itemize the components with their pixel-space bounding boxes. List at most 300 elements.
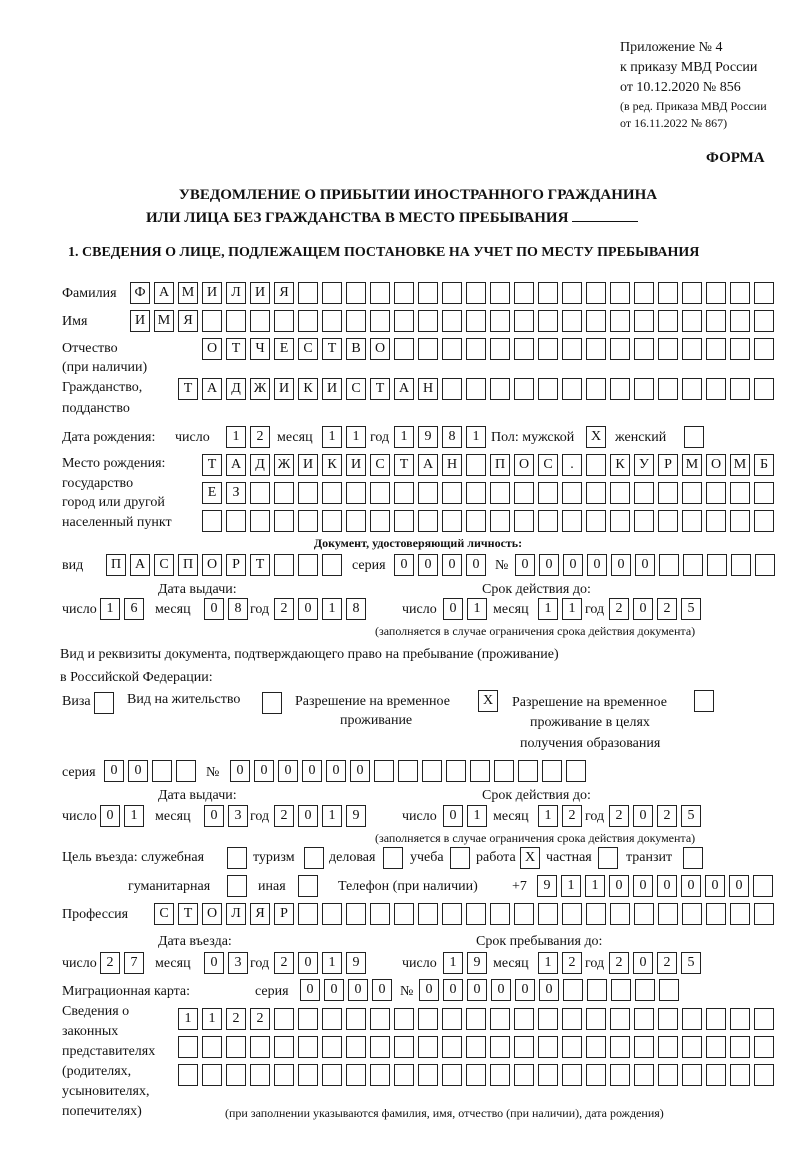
char-cell[interactable]: 2 xyxy=(274,952,294,974)
char-cell[interactable] xyxy=(562,1064,582,1086)
char-cell[interactable]: 2 xyxy=(657,598,677,620)
char-cell[interactable]: . xyxy=(562,454,582,476)
char-cell[interactable]: А xyxy=(202,378,222,400)
char-cell[interactable] xyxy=(490,482,510,504)
char-cell[interactable] xyxy=(202,510,222,532)
char-cell[interactable] xyxy=(274,482,294,504)
char-cell[interactable] xyxy=(754,510,774,532)
char-cell[interactable]: 0 xyxy=(539,554,559,576)
char-cell[interactable] xyxy=(754,1064,774,1086)
char-cell[interactable]: 1 xyxy=(322,598,342,620)
char-cell[interactable] xyxy=(466,282,486,304)
char-cell[interactable] xyxy=(634,378,654,400)
char-cell[interactable]: 2 xyxy=(657,952,677,974)
char-cell[interactable]: 0 xyxy=(419,979,439,1001)
char-cell[interactable] xyxy=(446,760,466,782)
char-cell[interactable] xyxy=(587,979,607,1001)
char-cell[interactable]: 0 xyxy=(204,805,224,827)
char-cell[interactable] xyxy=(466,454,486,476)
char-cell[interactable]: 2 xyxy=(609,952,629,974)
char-cell[interactable]: 1 xyxy=(322,805,342,827)
char-cell[interactable] xyxy=(514,310,534,332)
char-cell[interactable]: 0 xyxy=(729,875,749,897)
char-cell[interactable]: С xyxy=(538,454,558,476)
char-cell[interactable] xyxy=(298,875,318,897)
char-cell[interactable] xyxy=(658,338,678,360)
char-cell[interactable]: Т xyxy=(370,378,390,400)
char-cell[interactable] xyxy=(202,310,222,332)
char-cell[interactable] xyxy=(754,482,774,504)
char-cell[interactable] xyxy=(514,282,534,304)
char-cell[interactable] xyxy=(322,482,342,504)
char-cell[interactable]: 0 xyxy=(100,805,120,827)
stay-valid-day-field[interactable] xyxy=(443,805,487,827)
char-cell[interactable]: 8 xyxy=(228,598,248,620)
char-cell[interactable]: 0 xyxy=(539,979,559,1001)
char-cell[interactable] xyxy=(346,282,366,304)
char-cell[interactable] xyxy=(304,847,324,869)
char-cell[interactable]: А xyxy=(394,378,414,400)
char-cell[interactable]: 0 xyxy=(442,554,462,576)
char-cell[interactable]: И xyxy=(346,454,366,476)
char-cell[interactable] xyxy=(538,1036,558,1058)
char-cell[interactable] xyxy=(442,1064,462,1086)
char-cell[interactable]: З xyxy=(226,482,246,504)
char-cell[interactable] xyxy=(490,1036,510,1058)
char-cell[interactable] xyxy=(586,482,606,504)
char-cell[interactable] xyxy=(658,1036,678,1058)
char-cell[interactable] xyxy=(586,1064,606,1086)
char-cell[interactable]: 0 xyxy=(633,952,653,974)
char-cell[interactable] xyxy=(422,760,442,782)
surname-field[interactable] xyxy=(130,282,774,304)
id-issue-year-field[interactable] xyxy=(274,598,366,620)
char-cell[interactable] xyxy=(730,903,750,925)
char-cell[interactable] xyxy=(754,1008,774,1030)
char-cell[interactable]: Д xyxy=(250,454,270,476)
char-cell[interactable]: 2 xyxy=(274,805,294,827)
char-cell[interactable]: 1 xyxy=(561,875,581,897)
char-cell[interactable] xyxy=(598,847,618,869)
char-cell[interactable] xyxy=(418,510,438,532)
char-cell[interactable] xyxy=(538,510,558,532)
char-cell[interactable]: 0 xyxy=(611,554,631,576)
char-cell[interactable] xyxy=(658,482,678,504)
char-cell[interactable] xyxy=(610,903,630,925)
char-cell[interactable]: 0 xyxy=(563,554,583,576)
char-cell[interactable]: X xyxy=(520,847,540,869)
char-cell[interactable]: П xyxy=(178,554,198,576)
char-cell[interactable] xyxy=(634,338,654,360)
dob-month-field[interactable] xyxy=(322,426,366,448)
char-cell[interactable] xyxy=(538,1008,558,1030)
char-cell[interactable] xyxy=(754,378,774,400)
char-cell[interactable]: 0 xyxy=(254,760,274,782)
char-cell[interactable]: Я xyxy=(250,903,270,925)
char-cell[interactable] xyxy=(370,1064,390,1086)
char-cell[interactable] xyxy=(538,338,558,360)
char-cell[interactable]: И xyxy=(298,454,318,476)
char-cell[interactable] xyxy=(634,310,654,332)
char-cell[interactable] xyxy=(466,482,486,504)
char-cell[interactable] xyxy=(466,510,486,532)
char-cell[interactable] xyxy=(635,979,655,1001)
migration-number-field[interactable] xyxy=(419,979,679,1001)
char-cell[interactable] xyxy=(442,282,462,304)
char-cell[interactable]: С xyxy=(370,454,390,476)
char-cell[interactable]: 0 xyxy=(350,760,370,782)
char-cell[interactable]: Д xyxy=(226,378,246,400)
char-cell[interactable]: 2 xyxy=(562,952,582,974)
char-cell[interactable] xyxy=(566,760,586,782)
char-cell[interactable] xyxy=(394,482,414,504)
char-cell[interactable] xyxy=(394,338,414,360)
char-cell[interactable] xyxy=(94,692,114,714)
char-cell[interactable] xyxy=(658,378,678,400)
char-cell[interactable]: 0 xyxy=(466,554,486,576)
char-cell[interactable]: 1 xyxy=(538,952,558,974)
residence-checkbox[interactable] xyxy=(262,692,282,714)
char-cell[interactable]: 1 xyxy=(394,426,414,448)
char-cell[interactable]: С xyxy=(154,903,174,925)
char-cell[interactable]: 0 xyxy=(418,554,438,576)
char-cell[interactable]: Т xyxy=(202,454,222,476)
purpose-humanitarian-checkbox[interactable] xyxy=(227,875,247,897)
char-cell[interactable] xyxy=(442,310,462,332)
char-cell[interactable] xyxy=(442,1008,462,1030)
reps-field-row-3[interactable] xyxy=(178,1064,774,1086)
char-cell[interactable]: Л xyxy=(226,903,246,925)
char-cell[interactable] xyxy=(610,1036,630,1058)
char-cell[interactable] xyxy=(562,1008,582,1030)
char-cell[interactable] xyxy=(730,1036,750,1058)
char-cell[interactable] xyxy=(346,310,366,332)
char-cell[interactable] xyxy=(298,1008,318,1030)
char-cell[interactable]: 7 xyxy=(124,952,144,974)
char-cell[interactable] xyxy=(370,903,390,925)
char-cell[interactable]: 1 xyxy=(322,426,342,448)
char-cell[interactable]: В xyxy=(346,338,366,360)
char-cell[interactable]: 3 xyxy=(228,952,248,974)
char-cell[interactable] xyxy=(706,510,726,532)
char-cell[interactable]: Ж xyxy=(250,378,270,400)
char-cell[interactable] xyxy=(514,378,534,400)
char-cell[interactable]: 9 xyxy=(346,952,366,974)
char-cell[interactable] xyxy=(322,510,342,532)
char-cell[interactable] xyxy=(562,903,582,925)
char-cell[interactable]: И xyxy=(130,310,150,332)
char-cell[interactable] xyxy=(754,1036,774,1058)
char-cell[interactable] xyxy=(250,1064,270,1086)
char-cell[interactable] xyxy=(346,510,366,532)
char-cell[interactable]: 0 xyxy=(633,805,653,827)
char-cell[interactable] xyxy=(250,310,270,332)
stay-number-field[interactable] xyxy=(230,760,586,782)
purpose-business-checkbox[interactable] xyxy=(383,847,403,869)
char-cell[interactable] xyxy=(659,554,679,576)
char-cell[interactable] xyxy=(346,903,366,925)
char-cell[interactable]: Н xyxy=(442,454,462,476)
trp-checkbox[interactable] xyxy=(478,690,498,712)
id-kind-field[interactable] xyxy=(106,554,342,576)
char-cell[interactable] xyxy=(274,1008,294,1030)
dob-year-field[interactable] xyxy=(394,426,486,448)
char-cell[interactable] xyxy=(706,282,726,304)
purpose-official-checkbox[interactable] xyxy=(227,847,247,869)
patronymic-field[interactable] xyxy=(202,338,774,360)
char-cell[interactable] xyxy=(694,690,714,712)
char-cell[interactable] xyxy=(178,1064,198,1086)
char-cell[interactable]: Т xyxy=(394,454,414,476)
visa-checkbox[interactable] xyxy=(94,692,114,714)
char-cell[interactable] xyxy=(586,510,606,532)
char-cell[interactable] xyxy=(683,554,703,576)
char-cell[interactable]: 0 xyxy=(298,805,318,827)
char-cell[interactable] xyxy=(586,1008,606,1030)
char-cell[interactable] xyxy=(346,1008,366,1030)
char-cell[interactable] xyxy=(152,760,172,782)
char-cell[interactable]: О xyxy=(202,338,222,360)
char-cell[interactable] xyxy=(514,510,534,532)
char-cell[interactable]: О xyxy=(514,454,534,476)
char-cell[interactable] xyxy=(394,903,414,925)
char-cell[interactable] xyxy=(706,310,726,332)
char-cell[interactable] xyxy=(730,482,750,504)
char-cell[interactable] xyxy=(450,847,470,869)
char-cell[interactable]: 2 xyxy=(274,598,294,620)
char-cell[interactable] xyxy=(490,282,510,304)
char-cell[interactable]: 0 xyxy=(443,598,463,620)
char-cell[interactable]: П xyxy=(106,554,126,576)
char-cell[interactable] xyxy=(370,1036,390,1058)
char-cell[interactable] xyxy=(262,692,282,714)
char-cell[interactable] xyxy=(562,482,582,504)
char-cell[interactable] xyxy=(610,282,630,304)
char-cell[interactable]: 1 xyxy=(178,1008,198,1030)
char-cell[interactable]: Т xyxy=(178,378,198,400)
char-cell[interactable] xyxy=(634,282,654,304)
char-cell[interactable]: А xyxy=(154,282,174,304)
char-cell[interactable] xyxy=(658,510,678,532)
char-cell[interactable] xyxy=(610,338,630,360)
char-cell[interactable]: 1 xyxy=(226,426,246,448)
purpose-transit-checkbox[interactable] xyxy=(683,847,703,869)
char-cell[interactable]: 2 xyxy=(609,805,629,827)
char-cell[interactable]: 2 xyxy=(609,598,629,620)
char-cell[interactable] xyxy=(706,1036,726,1058)
char-cell[interactable] xyxy=(418,338,438,360)
char-cell[interactable] xyxy=(466,378,486,400)
char-cell[interactable] xyxy=(226,1064,246,1086)
char-cell[interactable] xyxy=(538,378,558,400)
id-valid-month-field[interactable] xyxy=(538,598,582,620)
char-cell[interactable]: 1 xyxy=(538,805,558,827)
char-cell[interactable] xyxy=(730,310,750,332)
char-cell[interactable]: 0 xyxy=(372,979,392,1001)
char-cell[interactable]: 0 xyxy=(348,979,368,1001)
char-cell[interactable] xyxy=(610,378,630,400)
char-cell[interactable]: Е xyxy=(274,338,294,360)
char-cell[interactable]: 0 xyxy=(681,875,701,897)
char-cell[interactable]: Б xyxy=(754,454,774,476)
char-cell[interactable]: 1 xyxy=(562,598,582,620)
char-cell[interactable] xyxy=(274,554,294,576)
char-cell[interactable] xyxy=(610,310,630,332)
char-cell[interactable]: 0 xyxy=(515,554,535,576)
char-cell[interactable] xyxy=(346,1064,366,1086)
char-cell[interactable] xyxy=(370,310,390,332)
char-cell[interactable]: И xyxy=(322,378,342,400)
char-cell[interactable]: 5 xyxy=(681,952,701,974)
char-cell[interactable]: Р xyxy=(658,454,678,476)
char-cell[interactable] xyxy=(418,1008,438,1030)
char-cell[interactable] xyxy=(346,482,366,504)
char-cell[interactable]: 0 xyxy=(635,554,655,576)
char-cell[interactable] xyxy=(418,282,438,304)
char-cell[interactable] xyxy=(298,1064,318,1086)
char-cell[interactable] xyxy=(706,482,726,504)
char-cell[interactable]: 0 xyxy=(394,554,414,576)
char-cell[interactable] xyxy=(442,378,462,400)
char-cell[interactable] xyxy=(730,510,750,532)
char-cell[interactable] xyxy=(442,1036,462,1058)
char-cell[interactable] xyxy=(518,760,538,782)
id-valid-year-field[interactable] xyxy=(609,598,701,620)
char-cell[interactable] xyxy=(394,1036,414,1058)
char-cell[interactable] xyxy=(490,903,510,925)
id-valid-day-field[interactable] xyxy=(443,598,487,620)
char-cell[interactable] xyxy=(226,1036,246,1058)
char-cell[interactable] xyxy=(706,903,726,925)
char-cell[interactable]: 2 xyxy=(226,1008,246,1030)
char-cell[interactable] xyxy=(562,510,582,532)
char-cell[interactable]: 0 xyxy=(609,875,629,897)
char-cell[interactable]: 1 xyxy=(467,598,487,620)
char-cell[interactable] xyxy=(470,760,490,782)
id-series-field[interactable] xyxy=(394,554,486,576)
char-cell[interactable] xyxy=(682,338,702,360)
char-cell[interactable] xyxy=(682,510,702,532)
char-cell[interactable] xyxy=(418,482,438,504)
char-cell[interactable] xyxy=(298,903,318,925)
char-cell[interactable] xyxy=(682,1008,702,1030)
char-cell[interactable]: 0 xyxy=(443,979,463,1001)
char-cell[interactable] xyxy=(658,1008,678,1030)
entry-year-field[interactable] xyxy=(274,952,366,974)
char-cell[interactable] xyxy=(370,282,390,304)
char-cell[interactable] xyxy=(226,310,246,332)
char-cell[interactable] xyxy=(250,510,270,532)
char-cell[interactable]: 1 xyxy=(100,598,120,620)
char-cell[interactable] xyxy=(322,1064,342,1086)
purpose-tourism-checkbox[interactable] xyxy=(304,847,324,869)
char-cell[interactable] xyxy=(442,482,462,504)
char-cell[interactable] xyxy=(202,1036,222,1058)
sex-female-checkbox[interactable] xyxy=(684,426,704,448)
char-cell[interactable]: Л xyxy=(226,282,246,304)
char-cell[interactable]: 1 xyxy=(202,1008,222,1030)
char-cell[interactable] xyxy=(466,1008,486,1030)
char-cell[interactable] xyxy=(682,310,702,332)
char-cell[interactable] xyxy=(682,482,702,504)
char-cell[interactable] xyxy=(466,1064,486,1086)
char-cell[interactable]: П xyxy=(490,454,510,476)
char-cell[interactable] xyxy=(370,1008,390,1030)
char-cell[interactable]: 3 xyxy=(228,805,248,827)
char-cell[interactable]: 1 xyxy=(466,426,486,448)
char-cell[interactable] xyxy=(227,875,247,897)
char-cell[interactable] xyxy=(706,1064,726,1086)
purpose-work-checkbox[interactable] xyxy=(520,847,540,869)
stay-year-field[interactable] xyxy=(609,952,701,974)
dob-day-field[interactable] xyxy=(226,426,270,448)
char-cell[interactable] xyxy=(274,510,294,532)
char-cell[interactable]: 1 xyxy=(538,598,558,620)
char-cell[interactable]: 1 xyxy=(346,426,366,448)
char-cell[interactable] xyxy=(466,1036,486,1058)
char-cell[interactable] xyxy=(274,310,294,332)
char-cell[interactable] xyxy=(658,1064,678,1086)
char-cell[interactable]: Т xyxy=(226,338,246,360)
name-field[interactable] xyxy=(130,310,774,332)
char-cell[interactable] xyxy=(562,1036,582,1058)
char-cell[interactable]: 0 xyxy=(515,979,535,1001)
char-cell[interactable]: М xyxy=(682,454,702,476)
char-cell[interactable] xyxy=(494,760,514,782)
char-cell[interactable] xyxy=(730,1008,750,1030)
char-cell[interactable]: И xyxy=(202,282,222,304)
char-cell[interactable]: У xyxy=(634,454,654,476)
char-cell[interactable] xyxy=(538,482,558,504)
stay-issue-month-field[interactable] xyxy=(204,805,248,827)
char-cell[interactable] xyxy=(178,1036,198,1058)
char-cell[interactable] xyxy=(730,282,750,304)
char-cell[interactable] xyxy=(659,979,679,1001)
char-cell[interactable]: 1 xyxy=(124,805,144,827)
char-cell[interactable]: А xyxy=(130,554,150,576)
stay-issue-day-field[interactable] xyxy=(100,805,144,827)
char-cell[interactable] xyxy=(298,282,318,304)
stay-valid-year-field[interactable] xyxy=(609,805,701,827)
char-cell[interactable] xyxy=(562,338,582,360)
char-cell[interactable]: М xyxy=(178,282,198,304)
char-cell[interactable]: Я xyxy=(178,310,198,332)
purpose-private-checkbox[interactable] xyxy=(598,847,618,869)
sex-male-checkbox[interactable] xyxy=(586,426,606,448)
char-cell[interactable] xyxy=(394,1008,414,1030)
char-cell[interactable]: Т xyxy=(250,554,270,576)
char-cell[interactable] xyxy=(683,847,703,869)
char-cell[interactable] xyxy=(542,760,562,782)
char-cell[interactable] xyxy=(466,903,486,925)
purpose-other-checkbox[interactable] xyxy=(298,875,318,897)
reps-field-row-2[interactable] xyxy=(178,1036,774,1058)
char-cell[interactable] xyxy=(634,1036,654,1058)
char-cell[interactable] xyxy=(418,310,438,332)
char-cell[interactable]: 1 xyxy=(585,875,605,897)
char-cell[interactable] xyxy=(250,1036,270,1058)
char-cell[interactable]: 0 xyxy=(298,952,318,974)
char-cell[interactable] xyxy=(398,760,418,782)
char-cell[interactable] xyxy=(634,510,654,532)
char-cell[interactable] xyxy=(682,903,702,925)
char-cell[interactable]: 0 xyxy=(491,979,511,1001)
char-cell[interactable] xyxy=(298,554,318,576)
char-cell[interactable] xyxy=(383,847,403,869)
char-cell[interactable] xyxy=(730,338,750,360)
char-cell[interactable]: 0 xyxy=(104,760,124,782)
char-cell[interactable] xyxy=(298,510,318,532)
